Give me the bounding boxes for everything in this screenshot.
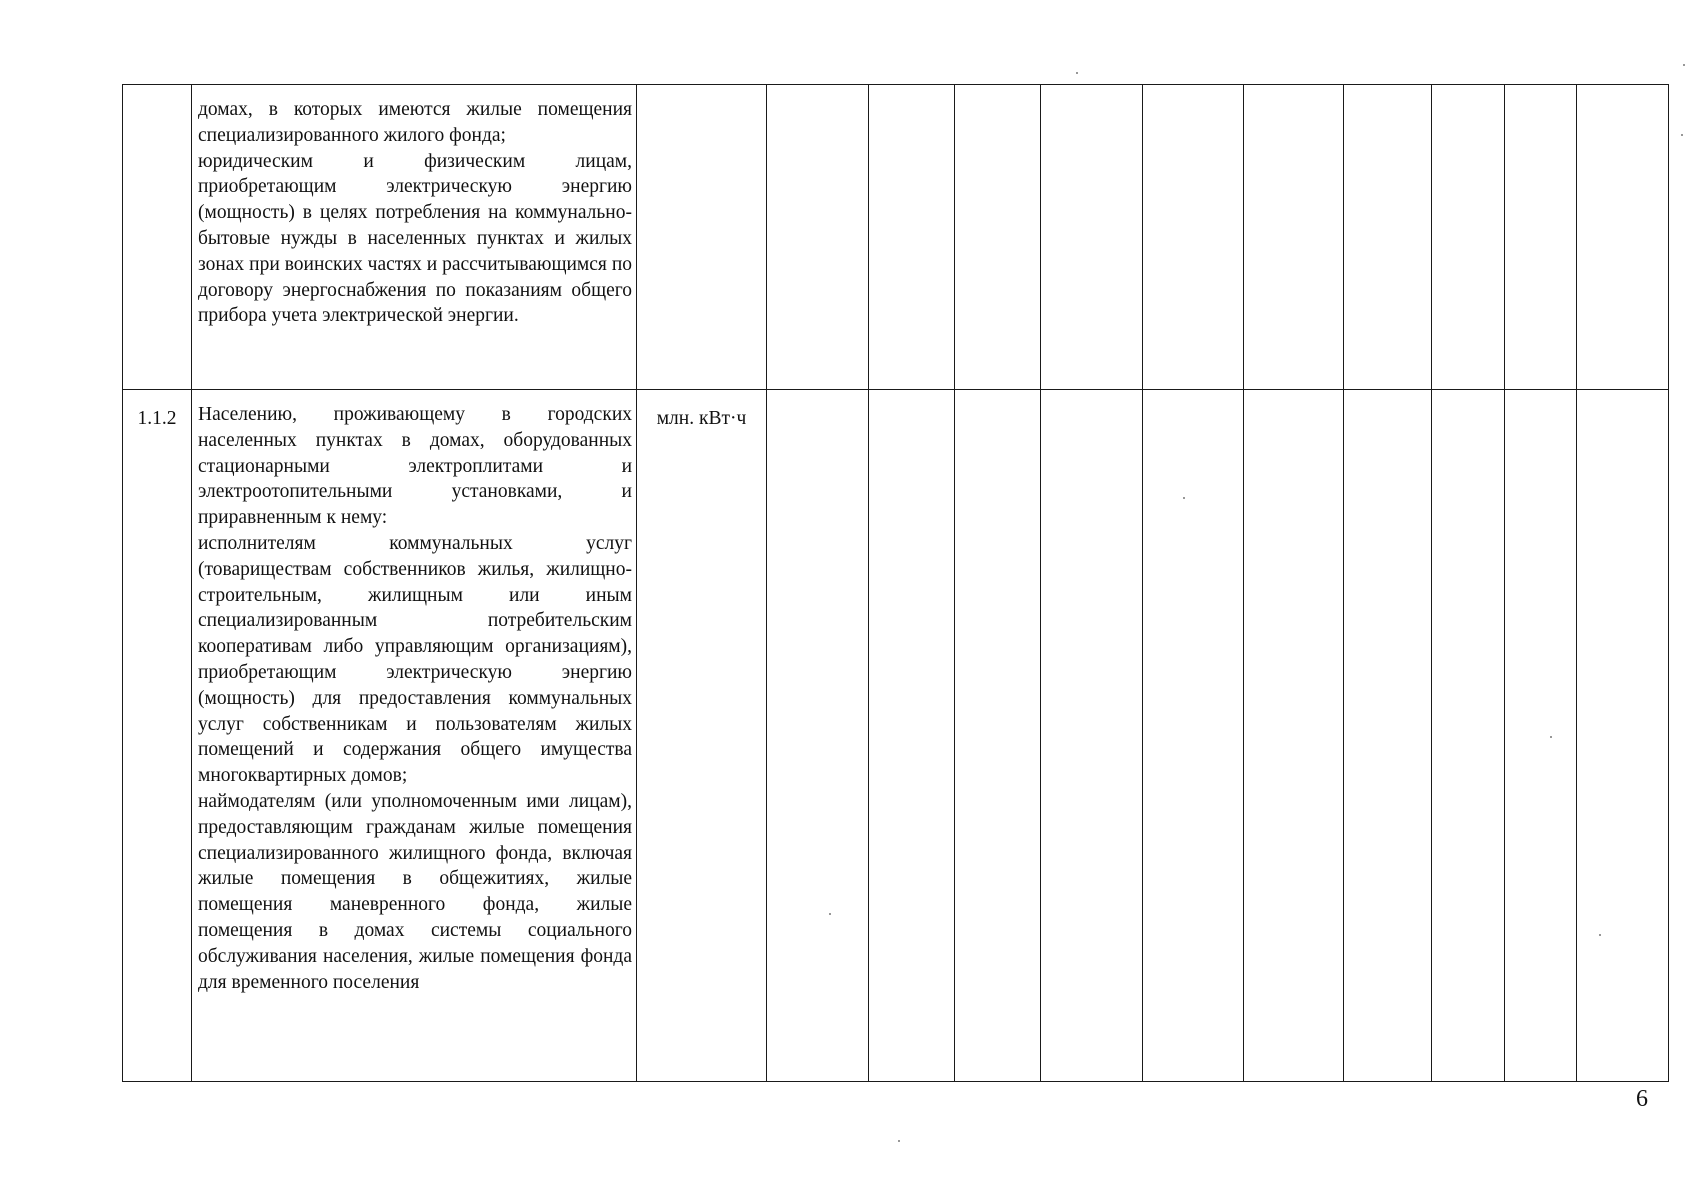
- value-cell: [1432, 85, 1505, 390]
- scan-speck: [898, 1140, 900, 1142]
- page-number: 6: [1636, 1086, 1648, 1112]
- row-number-cell: [123, 85, 192, 390]
- value-cell: [1344, 85, 1432, 390]
- value-cell: [767, 85, 869, 390]
- value-cell: [1344, 390, 1432, 1082]
- description-cell: [192, 390, 637, 1082]
- value-cell: [1505, 85, 1577, 390]
- value-cell: [1143, 390, 1244, 1082]
- table-row: [123, 390, 1669, 1082]
- value-cell: [1041, 390, 1143, 1082]
- description-paragraph: исполнителям коммунальных услуг (товариществам собственников жилья, жилищно-строительным, жилищным или иным специализированным потребительским кооперативам либо управляющим организациям), приобретающим электрическую энергию (мощность) для предоставления коммунальных услуг собственникам и пользователям жилых помещений и содержания общего имущества многоквартирных домов;: [198, 532, 632, 787]
- scan-speck: [829, 913, 831, 915]
- value-cell: [955, 85, 1041, 390]
- unit-cell: [637, 85, 767, 390]
- value-cell: [1505, 390, 1577, 1082]
- description-cell: [192, 85, 637, 390]
- value-cell: [1432, 390, 1505, 1082]
- value-cell: [1244, 390, 1344, 1082]
- description-paragraph: юридическим и физическим лицам, приобретающим электрическую энергию (мощность) в целях потребления на коммунально-бытовые нужды в населенных пунктах и жилых зонах при воинских частях и рассчитывающимся по договору энергоснабжения по показаниям общего прибора учета электрической энергии.: [198, 150, 632, 327]
- scan-speck: [1550, 736, 1552, 738]
- value-cell: [1244, 85, 1344, 390]
- value-cell: [1577, 85, 1669, 390]
- description-paragraph: Населению, проживающему в городских населенных пунктах в домах, оборудованных стационарными электроплитами и электроотопительными установками, и приравненным к нему:: [198, 404, 632, 529]
- scan-speck: [1599, 934, 1601, 936]
- unit-cell: [637, 390, 767, 1082]
- row-number-cell: [123, 390, 192, 1082]
- scan-speck: [1681, 134, 1683, 136]
- value-cell: [767, 390, 869, 1082]
- unit-label: млн. кВт·ч: [656, 408, 747, 429]
- value-cell: [1041, 85, 1143, 390]
- scan-speck: [1183, 497, 1185, 499]
- value-cell: [869, 85, 955, 390]
- value-cell: [1577, 390, 1669, 1082]
- description-paragraph: домах, в которых имеются жилые помещения специализированного жилого фонда;: [198, 99, 632, 146]
- value-cell: [955, 390, 1041, 1082]
- description-paragraph: наймодателям (или уполномоченным ими лицам), предоставляющим гражданам жилые помещения специализированного жилищного фонда, включая жилые помещения в общежитиях, жилые помещения маневренного фонда, жилые помещения в домах системы социального обслуживания населения, жилые помещения фонда для временного поселения: [198, 790, 632, 993]
- scan-speck: [1076, 72, 1078, 74]
- row-number: 1.1.2: [137, 408, 177, 429]
- table-row: [123, 85, 1669, 390]
- tariff-table: [122, 84, 1669, 1082]
- value-cell: [1143, 85, 1244, 390]
- scan-speck: [1683, 64, 1685, 66]
- value-cell: [869, 390, 955, 1082]
